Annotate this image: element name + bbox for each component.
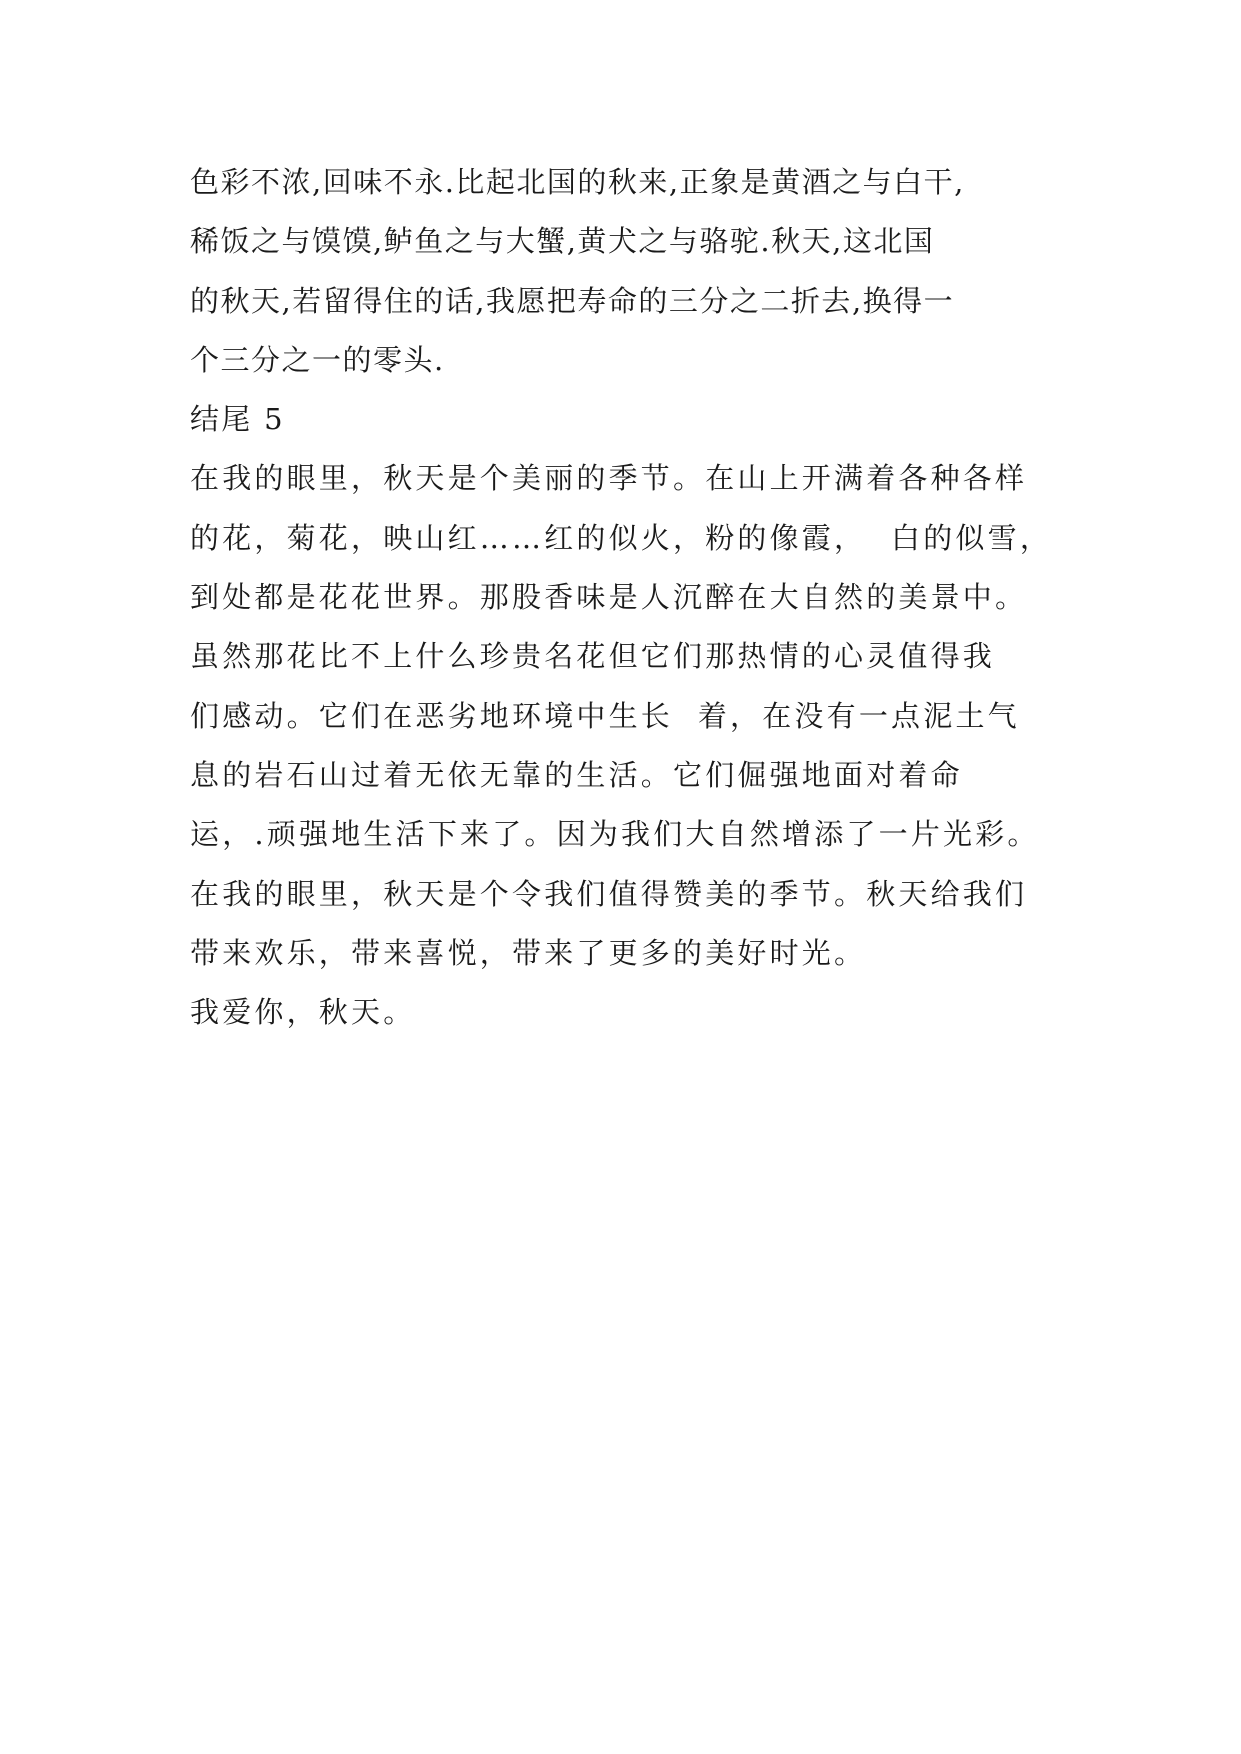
text-line: 的花，菊花，映山红……红的似火，粉的像霞， 白的似雪，: [190, 520, 1053, 555]
text-line: 的秋天,若留得住的话,我愿把寿命的三分之二折去,换得一: [190, 283, 955, 318]
text-line: 到处都是花花世界。那股香味是人沉醉在大自然的美景中。: [190, 580, 1028, 615]
body-text: [190, 163, 1070, 1052]
text-line: 色彩不浓,回味不永.比起北国的秋来,正象是黄酒之与白干,: [190, 165, 965, 199]
text-line: 虽然那花比不上什么珍贵名花但它们那热情的心灵值得我: [190, 639, 996, 674]
text-line: 息的岩石山过着无依无靠的生活。它们倔强地面对着命: [190, 757, 963, 792]
text-line: 在我的眼里，秋天是个美丽的季节。在山上开满着各种各样: [190, 461, 1028, 496]
text-line: 在我的眼里，秋天是个令我们值得赞美的季节。秋天给我们: [190, 876, 1028, 911]
text-line: 稀饭之与馍馍,鲈鱼之与大蟹,黄犬之与骆驼.秋天,这北国: [190, 224, 935, 259]
text-line: 运，.顽强地生活下来了。因为我们大自然增添了一片光彩。: [190, 817, 1040, 852]
section-heading: 结尾 5: [190, 402, 285, 437]
text-line: 带来欢乐，带来喜悦，带来了更多的美好时光。: [190, 935, 867, 970]
text-line: 我爱你，秋天。: [190, 995, 416, 1030]
text-line: 个三分之一的零头.: [190, 342, 445, 377]
text-line: 们感动。它们在恶劣地环境中生长 着，在没有一点泥土气: [190, 698, 1020, 733]
